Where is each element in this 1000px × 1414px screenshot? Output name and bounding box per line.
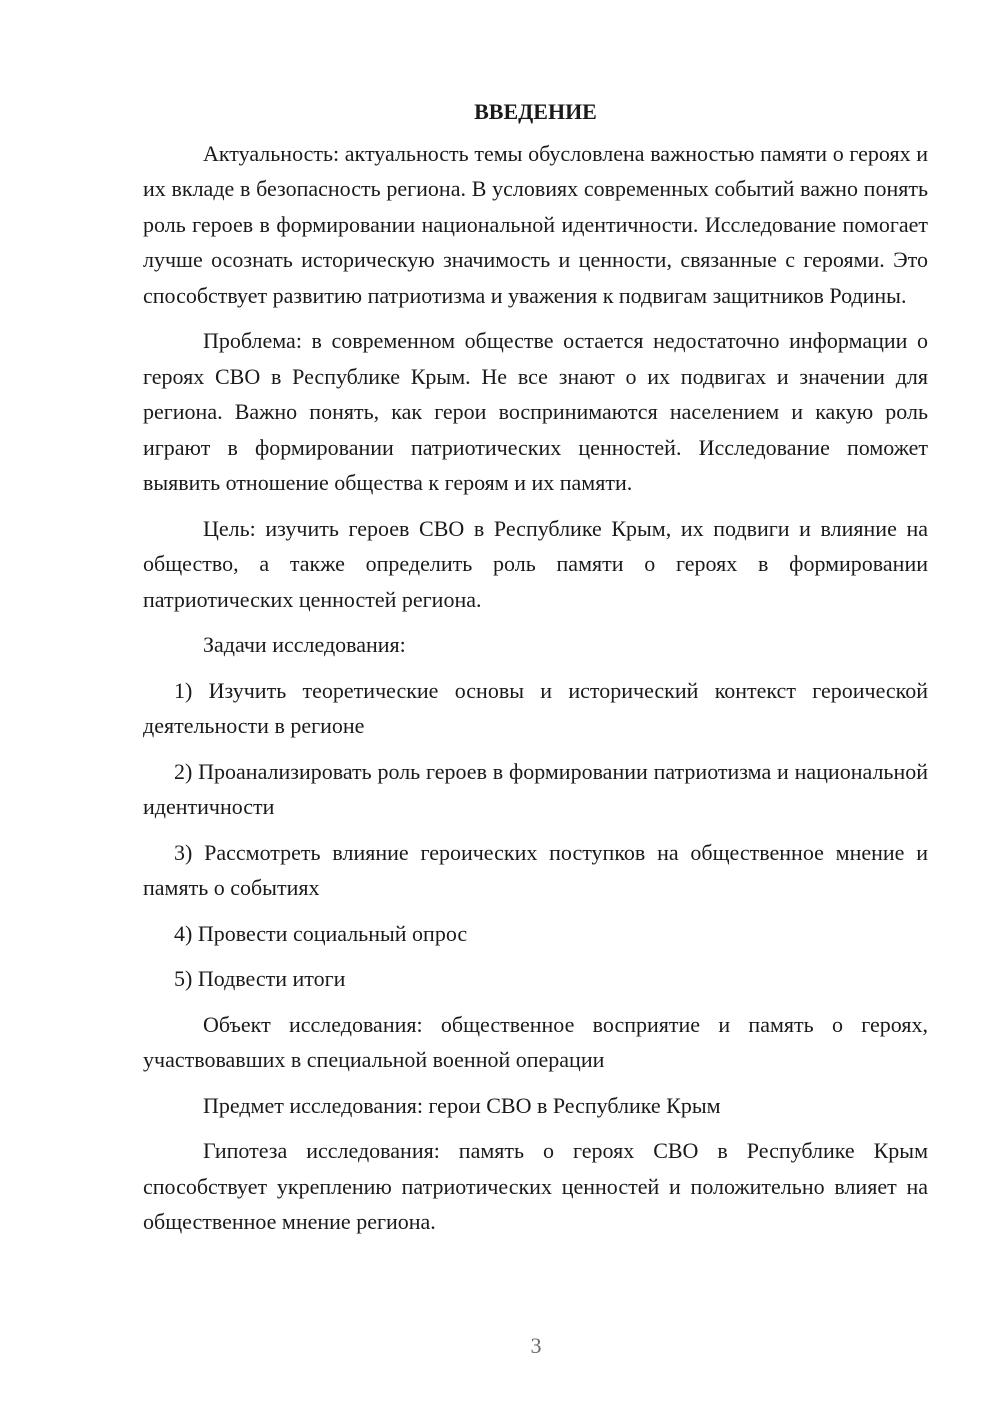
goal-paragraph: Цель: изучить героев СВО в Республике Крым, их подвиги и влияние на общество, а также определить роль памяти о героях в формировании патриотических ценностей региона. [143, 515, 928, 612]
problem-paragraph: Проблема: в современном обществе остается недостаточно информации о героях СВО в Республике Крым. Не все знают о их подвигах и значении для региона. Важно понять, как герои воспринимаются населением и какую роль играют в формировании патриотических ценностей. Исследование поможет выявить отношение общества к героям и их памяти. [143, 328, 928, 495]
task-item-2: 2) Проанализировать роль героев в формировании патриотизма и национальной идентичности [143, 758, 928, 819]
task-item-1: 1) Изучить теоретические основы и исторический контекст героической деятельности в регионе [143, 677, 928, 738]
hypothesis-paragraph: Гипотеза исследования: память о героях СВО в Республике Крым способствует укреплению патриотических ценностей и положительно влияет на общественное мнение региона. [143, 1138, 928, 1234]
task-item-5: 5) Подвести итоги [174, 966, 346, 991]
relevance-paragraph: Актуальность: актуальность темы обусловлена важностью памяти о героях и их вкладе в безопасность региона. В условиях современных событий важно понять роль героев в формировании национальной идентичности. Исследование помогает лучше осознать историческую значимость и ценности, связанные с героями. Это способствует развитию патриотизма и уважения к подвигам защитников Родины. [143, 140, 928, 308]
page-number: 3 [530, 1333, 542, 1358]
subject-paragraph: Предмет исследования: герои СВО в Республике Крым [203, 1092, 721, 1118]
tasks-heading: Задачи исследования: [203, 632, 406, 657]
page-title: ВВЕДЕНИЕ [474, 99, 597, 124]
object-paragraph: Объект исследования: общественное восприятие и память о героях, участвовавших в специальной военной операции [143, 1011, 928, 1072]
task-item-3: 3) Рассмотреть влияние героических поступков на общественное мнение и память о событиях [143, 839, 928, 900]
page-content [143, 94, 928, 1250]
task-item-4: 4) Провести социальный опрос [174, 920, 468, 946]
